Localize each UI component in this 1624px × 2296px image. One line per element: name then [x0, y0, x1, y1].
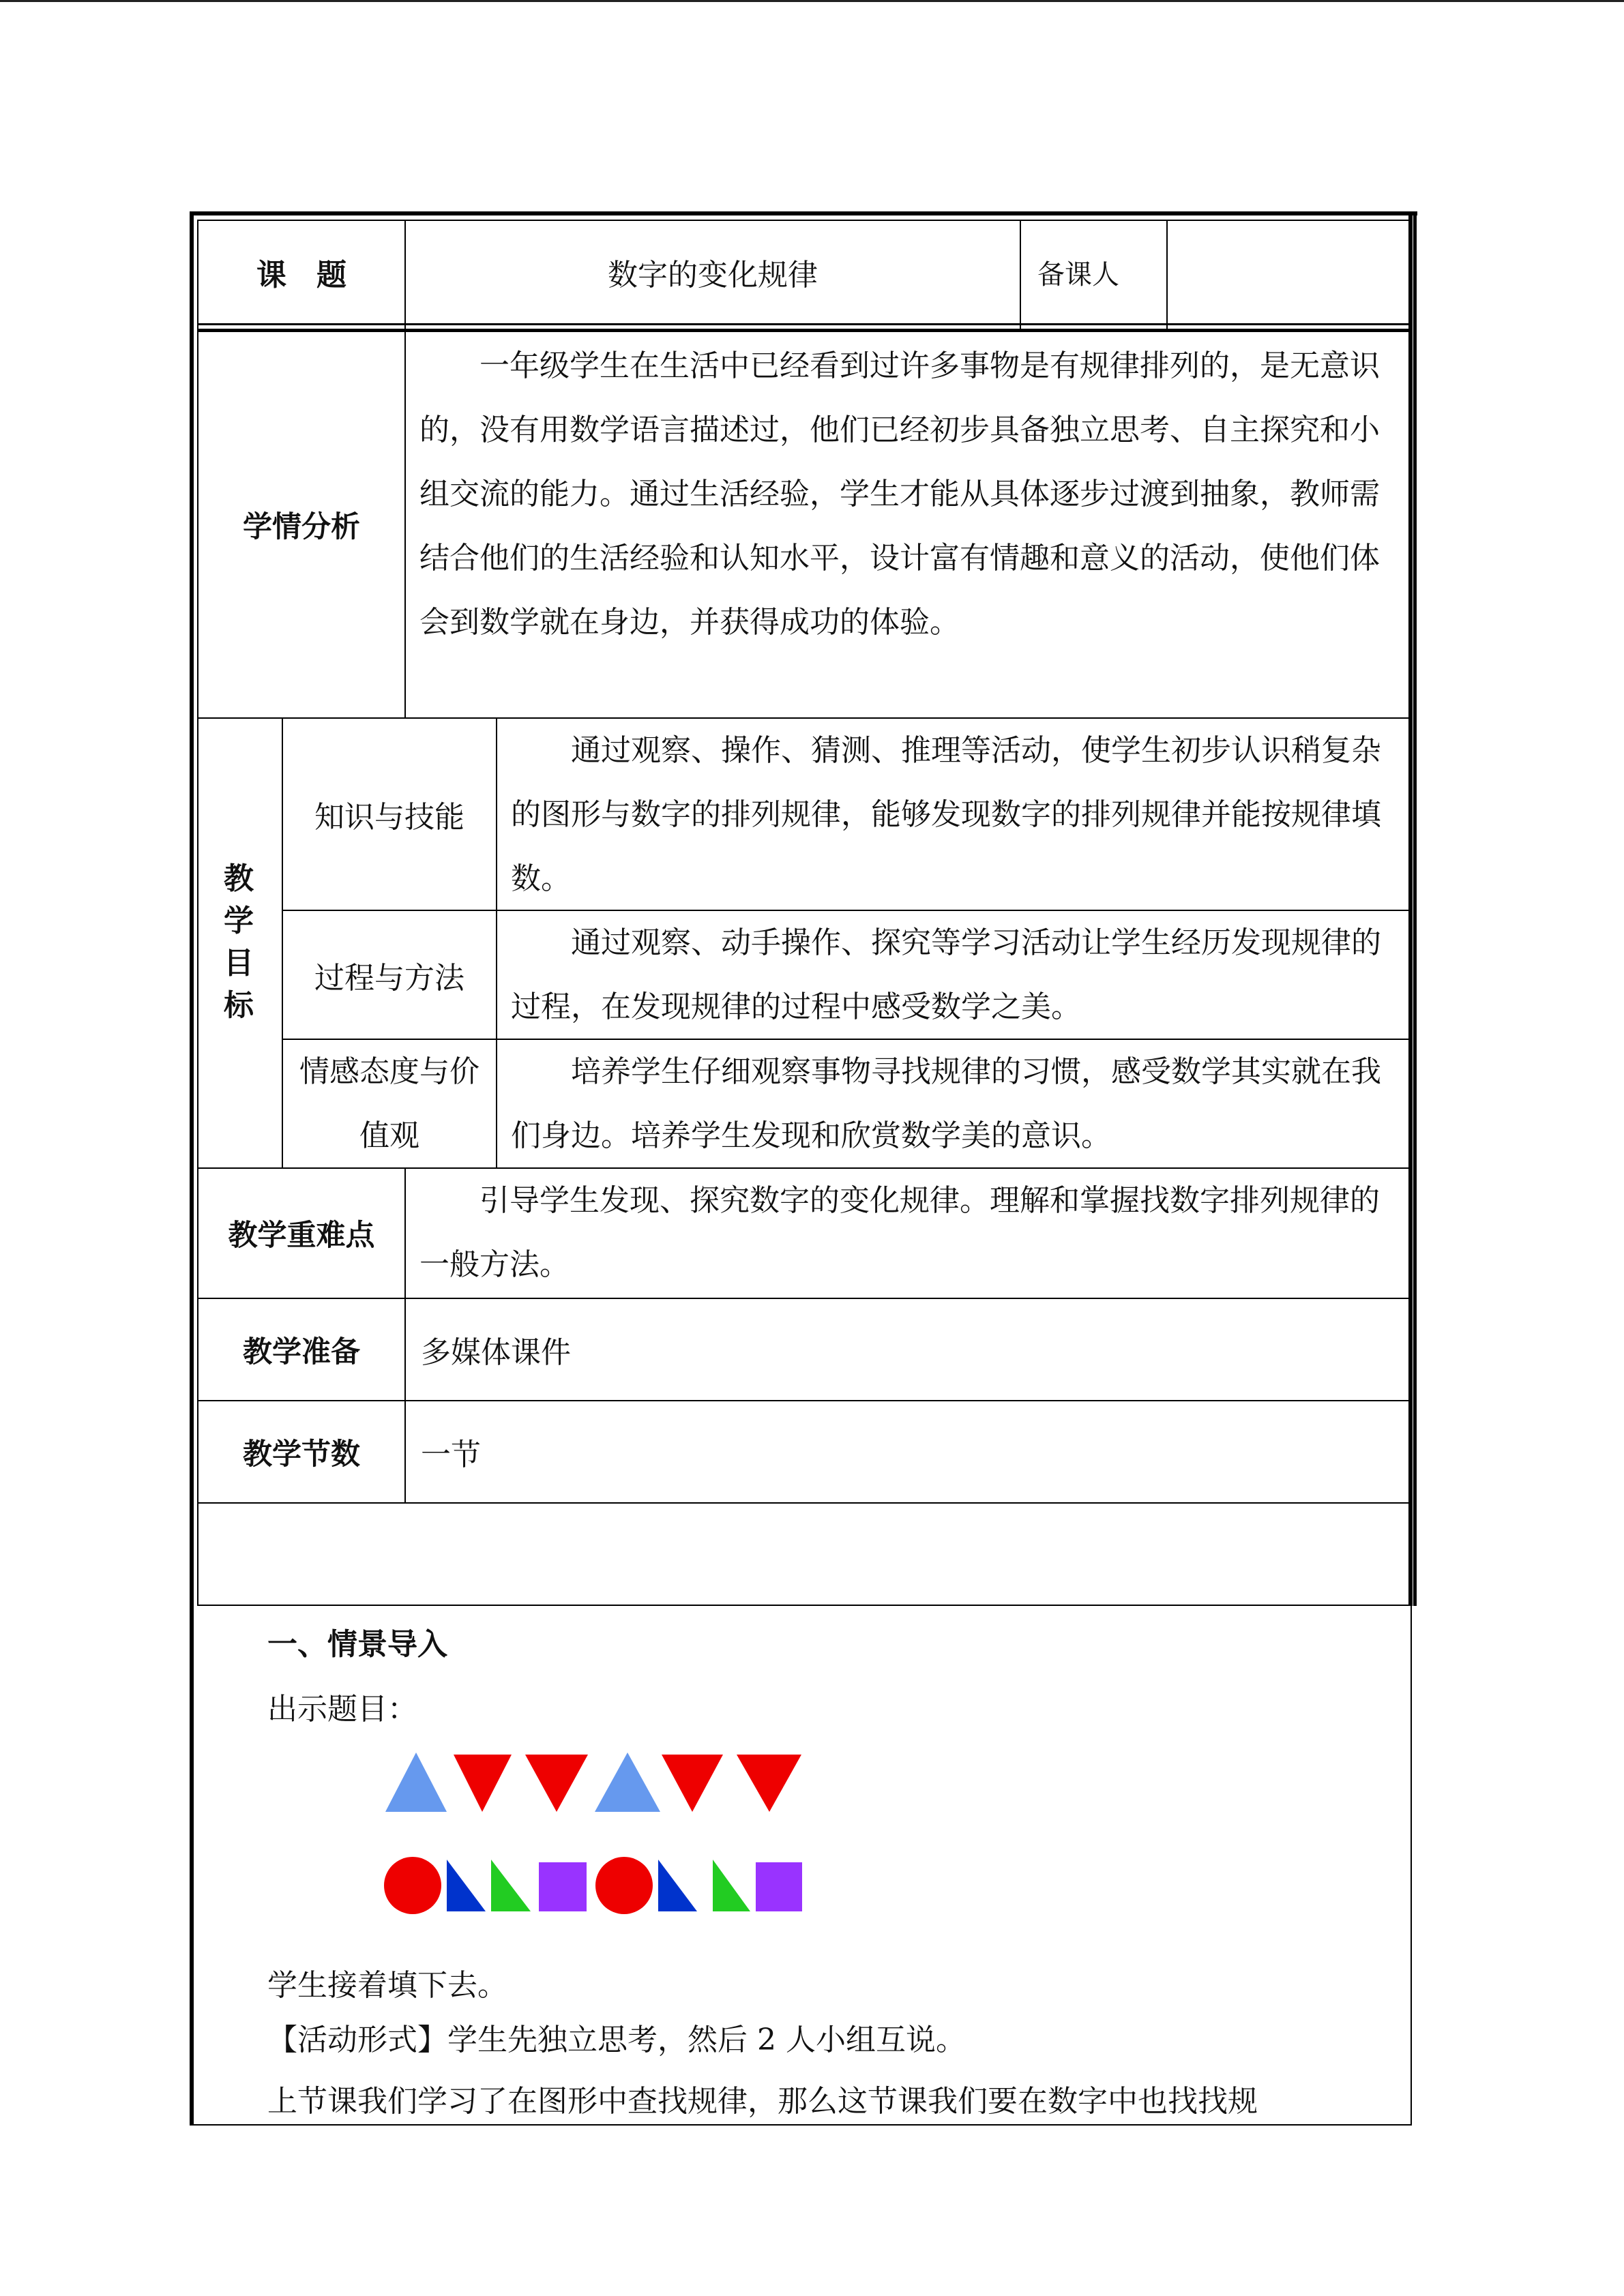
preparer-value	[1168, 221, 1408, 323]
purple-square-shape	[539, 1862, 587, 1911]
periods-label: 教学节数	[243, 1437, 360, 1472]
goal-text-knowledge: 通过观察、操作、猜测、推理等活动，使学生初步认识稍复杂的图形与数字的排列规律，能够发现数字的排列规律并能按规律填数。	[511, 733, 1381, 896]
preparation-label: 教学准备	[243, 1335, 360, 1369]
red-circle-shape	[384, 1857, 441, 1914]
shape-pattern-row-1	[382, 1749, 805, 1817]
difficulty-text: 引导学生发现、探究数字的变化规律。理解和掌握找数字排列规律的一般方法。	[419, 1183, 1380, 1282]
preparation-value: 多媒体课件	[421, 1335, 571, 1370]
goal-text-process: 通过观察、动手操作、探究等学习活动让学生经历发现规律的过程，在发现规律的过程中感受数学之美。	[511, 925, 1381, 1024]
preparer-label: 备课人	[1037, 258, 1119, 290]
goal-text-attitude: 培养学生仔细观察事物寻找规律的习惯，感受数学其实就在我们身边。培养学生发现和欣赏数学美的意识。	[511, 1054, 1381, 1153]
red-triangle-down-shape	[525, 1755, 588, 1812]
analysis-text: 一年级学生在生活中已经看到过许多事物是有规律排列的，是无意识的，没有用数学语言描述过，他们已经初步具备独立思考、自主探究和小组交流的能力。通过生活经验，学生才能从具体逐步过渡到抽象，教师需结合他们的生活经验和认知水平，设计富有情趣和意义的活动，使他们体会到数学就在身边，并获得成功的体验。	[419, 348, 1380, 640]
analysis-label: 学情分析	[243, 510, 360, 544]
continue-text: 学生接着填下去。	[267, 1968, 507, 2003]
page-top-border	[0, 0, 1624, 2]
blue-right-triangle-shape	[447, 1860, 486, 1911]
shape-pattern-row-2	[382, 1851, 805, 1920]
red-triangle-down-shape	[662, 1755, 723, 1812]
red-triangle-down-shape	[737, 1755, 801, 1812]
title-label: 课 题	[256, 258, 346, 293]
red-circle-shape	[595, 1857, 653, 1914]
periods-value: 一节	[421, 1437, 481, 1472]
section-heading-intro: 一、情景导入	[267, 1627, 447, 1662]
blue-triangle-up-shape	[595, 1753, 660, 1812]
goal-name-knowledge: 知识与技能	[314, 800, 464, 835]
goal-name-process: 过程与方法	[314, 960, 464, 996]
difficulty-label: 教学重难点	[228, 1219, 375, 1253]
show-problem-text: 出示题目：	[267, 1692, 417, 1727]
activity-form-text: 【活动形式】学生先独立思考，然后 2 人小组互说。	[267, 2023, 966, 2057]
blue-right-triangle-shape	[658, 1860, 697, 1911]
blue-triangle-up-shape	[385, 1753, 447, 1812]
transition-text: 上节课我们学习了在图形中查找规律，那么这节课我们要在数字中也找找规	[267, 2084, 1258, 2119]
goals-label: 教 学 目 标	[224, 861, 254, 1023]
red-triangle-down-shape	[454, 1755, 512, 1812]
purple-square-shape	[756, 1862, 802, 1911]
lesson-title: 数字的变化规律	[608, 258, 818, 293]
green-right-triangle-shape	[713, 1860, 750, 1911]
green-right-triangle-shape	[491, 1860, 531, 1911]
goal-name-attitude: 情感态度与价值观	[299, 1054, 479, 1153]
